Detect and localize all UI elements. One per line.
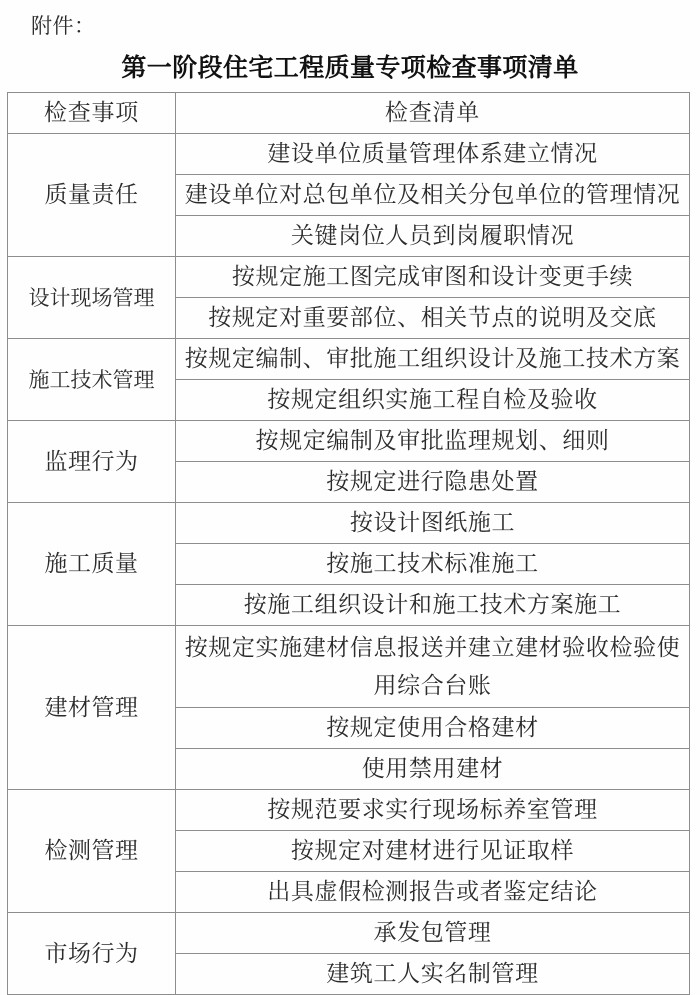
category-cell: 建材管理 [8, 626, 176, 790]
checklist-item-cell: 关键岗位人员到岗履职情况 [176, 216, 690, 257]
checklist-item-cell: 按规定对重要部位、相关节点的说明及交底 [176, 298, 690, 339]
category-cell: 监理行为 [8, 421, 176, 503]
checklist-item-cell: 按施工组织设计和施工技术方案施工 [176, 585, 690, 626]
checklist-item-cell: 按规定组织实施工程自检及验收 [176, 380, 690, 421]
column-header-category: 检查事项 [8, 93, 176, 134]
checklist-item-cell: 建设单位对总包单位及相关分包单位的管理情况 [176, 175, 690, 216]
checklist-item-cell: 按规定进行隐患处置 [176, 462, 690, 503]
inspection-checklist-table [7, 92, 690, 995]
table-row [8, 626, 690, 708]
category-cell: 施工技术管理 [8, 339, 176, 421]
category-cell: 质量责任 [8, 134, 176, 257]
category-cell: 市场行为 [8, 913, 176, 995]
checklist-item-cell: 使用禁用建材 [176, 749, 690, 790]
checklist-item-cell: 按规定编制及审批监理规划、细则 [176, 421, 690, 462]
table-body [8, 93, 690, 995]
checklist-item-cell: 建设单位质量管理体系建立情况 [176, 134, 690, 175]
checklist-item-cell: 按规范要求实行现场标养室管理 [176, 790, 690, 831]
checklist-item-cell: 按规定编制、审批施工组织设计及施工技术方案 [176, 339, 690, 380]
checklist-item-cell: 建筑工人实名制管理 [176, 954, 690, 995]
table-row [8, 790, 690, 831]
checklist-item-cell: 出具虚假检测报告或者鉴定结论 [176, 872, 690, 913]
checklist-item-cell: 按规定施工图完成审图和设计变更手续 [176, 257, 690, 298]
checklist-item-cell: 按规定对建材进行见证取样 [176, 831, 690, 872]
table-row [8, 503, 690, 544]
category-cell: 检测管理 [8, 790, 176, 913]
table-row [8, 339, 690, 380]
checklist-item-cell: 按规定使用合格建材 [176, 708, 690, 749]
attachment-label: 附件： [31, 14, 96, 38]
table-header-row [8, 93, 690, 134]
table-row [8, 421, 690, 462]
checklist-item-cell: 承发包管理 [176, 913, 690, 954]
table-row [8, 257, 690, 298]
page-title: 第一阶段住宅工程质量专项检查事项清单 [121, 55, 579, 82]
column-header-items: 检查清单 [176, 93, 690, 134]
checklist-item-cell: 按施工技术标准施工 [176, 544, 690, 585]
checklist-item-cell: 按规定实施建材信息报送并建立建材验收检验使用综合台账 [176, 626, 690, 708]
checklist-item-cell: 按设计图纸施工 [176, 503, 690, 544]
category-cell: 施工质量 [8, 503, 176, 626]
table-row [8, 134, 690, 175]
category-cell: 设计现场管理 [8, 257, 176, 339]
table-row [8, 913, 690, 954]
